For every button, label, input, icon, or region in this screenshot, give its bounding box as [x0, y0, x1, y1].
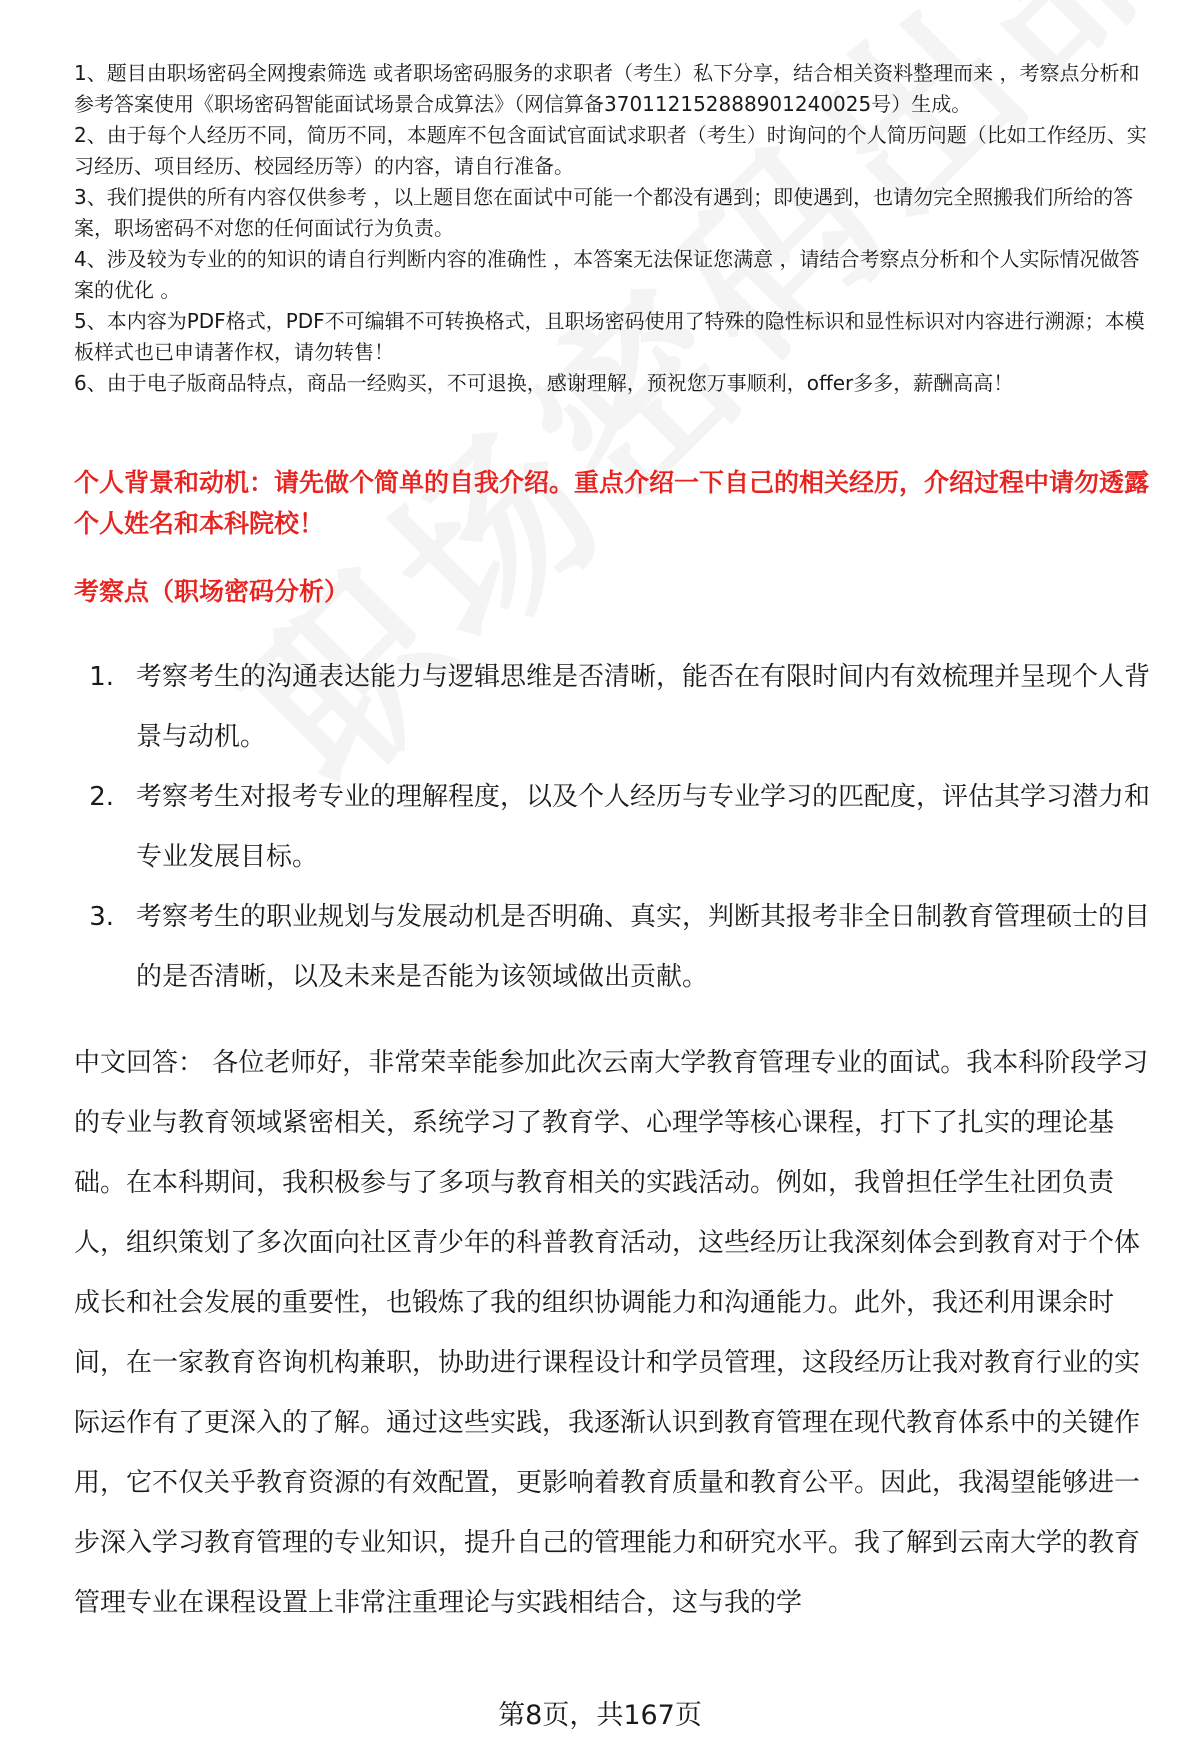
answer-paragraph: 中文回答： 各位老师好，非常荣幸能参加此次云南大学教育管理专业的面试。我本科阶段学习的专业与教育领域紧密相关，系统学习了教育学、心理学等核心课程，打下了扎实的理论基础。在本科期间，我积极参与了多项与教育相关的实践活动。例如，我曾担任学生社团负责人，组织策划了多次面向社区青少年的科普教育活动，这些经历让我深刻体会到教育对于个体成长和社会发展的重要性，也锻炼了我的组织协调能力和沟通能力。此外，我还利用课余时间，在一家教育咨询机构兼职，协助进行课程设计和学员管理，这段经历让我对教育行业的实际运作有了更深入的了解。通过这些实践，我逐渐认识到教育管理在现代教育体系中的关键作用，它不仅关乎教育资源的有效配置，更影响着教育质量和教育公平。因此，我渴望能够进一步深入学习教育管理的专业知识，提升自己的管理能力和研究水平。我了解到云南大学的教育管理专业在课程设置上非常注重理论与实践相结合，这与我的学	[74, 1048, 1149, 1618]
point-text: 考察考生的沟通表达能力与逻辑思维是否清晰，能否在有限时间内有效梳理并呈现个人背景与动机。	[136, 662, 1151, 752]
point-text: 考察考生的职业规划与发展动机是否明确、真实，判断其报考非全日制教育管理硕士的目的是否清晰，以及未来是否能为该领域做出贡献。	[136, 902, 1151, 992]
page-number: 第8页，共167页	[498, 1700, 702, 1731]
analysis-title: 考察点（职场密码分析）	[74, 577, 350, 606]
disclaimer-notes	[74, 58, 1154, 399]
disclaimer-note: 1、题目由职场密码全网搜索筛选 或者职场密码服务的求职者（考生）私下分享，结合相关资料整理而来 ，考察点分析和参考答案使用《职场密码智能面试场景合成算法》（网信算备370112152888901240025号）生成。	[74, 61, 1140, 116]
point-number: 3.	[89, 902, 114, 932]
point-number: 1.	[89, 662, 114, 692]
disclaimer-note: 6、由于电子版商品特点，商品一经购买，不可退换，感谢理解，预祝您万事顺利，offer多多，薪酬高高！	[74, 371, 1014, 395]
disclaimer-note: 4、涉及较为专业的的知识的请自行判断内容的准确性 ，本答案无法保证您满意 ，请结合考察点分析和个人实际情况做答案的优化 。	[74, 247, 1140, 302]
disclaimer-note: 2、由于每个人经历不同，简历不同，本题库不包含面试官面试求职者（考生）时询问的个人简历问题（比如工作经历、实习经历、项目经历、校园经历等）的内容，请自行准备。	[74, 123, 1147, 178]
analysis-point	[74, 767, 1154, 887]
disclaimer-note: 3、我们提供的所有内容仅供参考 ，以上题目您在面试中可能一个都没有遇到；即使遇到，也请勿完全照搬我们所给的答案，职场密码不对您的任何面试行为负责。	[74, 185, 1134, 240]
analysis-point	[74, 647, 1154, 767]
question-title: 个人背景和动机：请先做个简单的自我介绍。重点介绍一下自己的相关经历，介绍过程中请勿透露个人姓名和本科院校！	[74, 468, 1150, 538]
disclaimer-note: 5、本内容为PDF格式，PDF不可编辑不可转换格式，且职场密码使用了特殊的隐性标识和显性标识对内容进行溯源；本模板样式也已申请著作权，请勿转售！	[74, 309, 1145, 364]
point-number: 2.	[89, 782, 114, 812]
point-text: 考察考生对报考专业的理解程度，以及个人经历与专业学习的匹配度，评估其学习潜力和专业发展目标。	[136, 782, 1151, 872]
analysis-points	[74, 647, 1154, 1007]
analysis-point	[74, 887, 1154, 1007]
